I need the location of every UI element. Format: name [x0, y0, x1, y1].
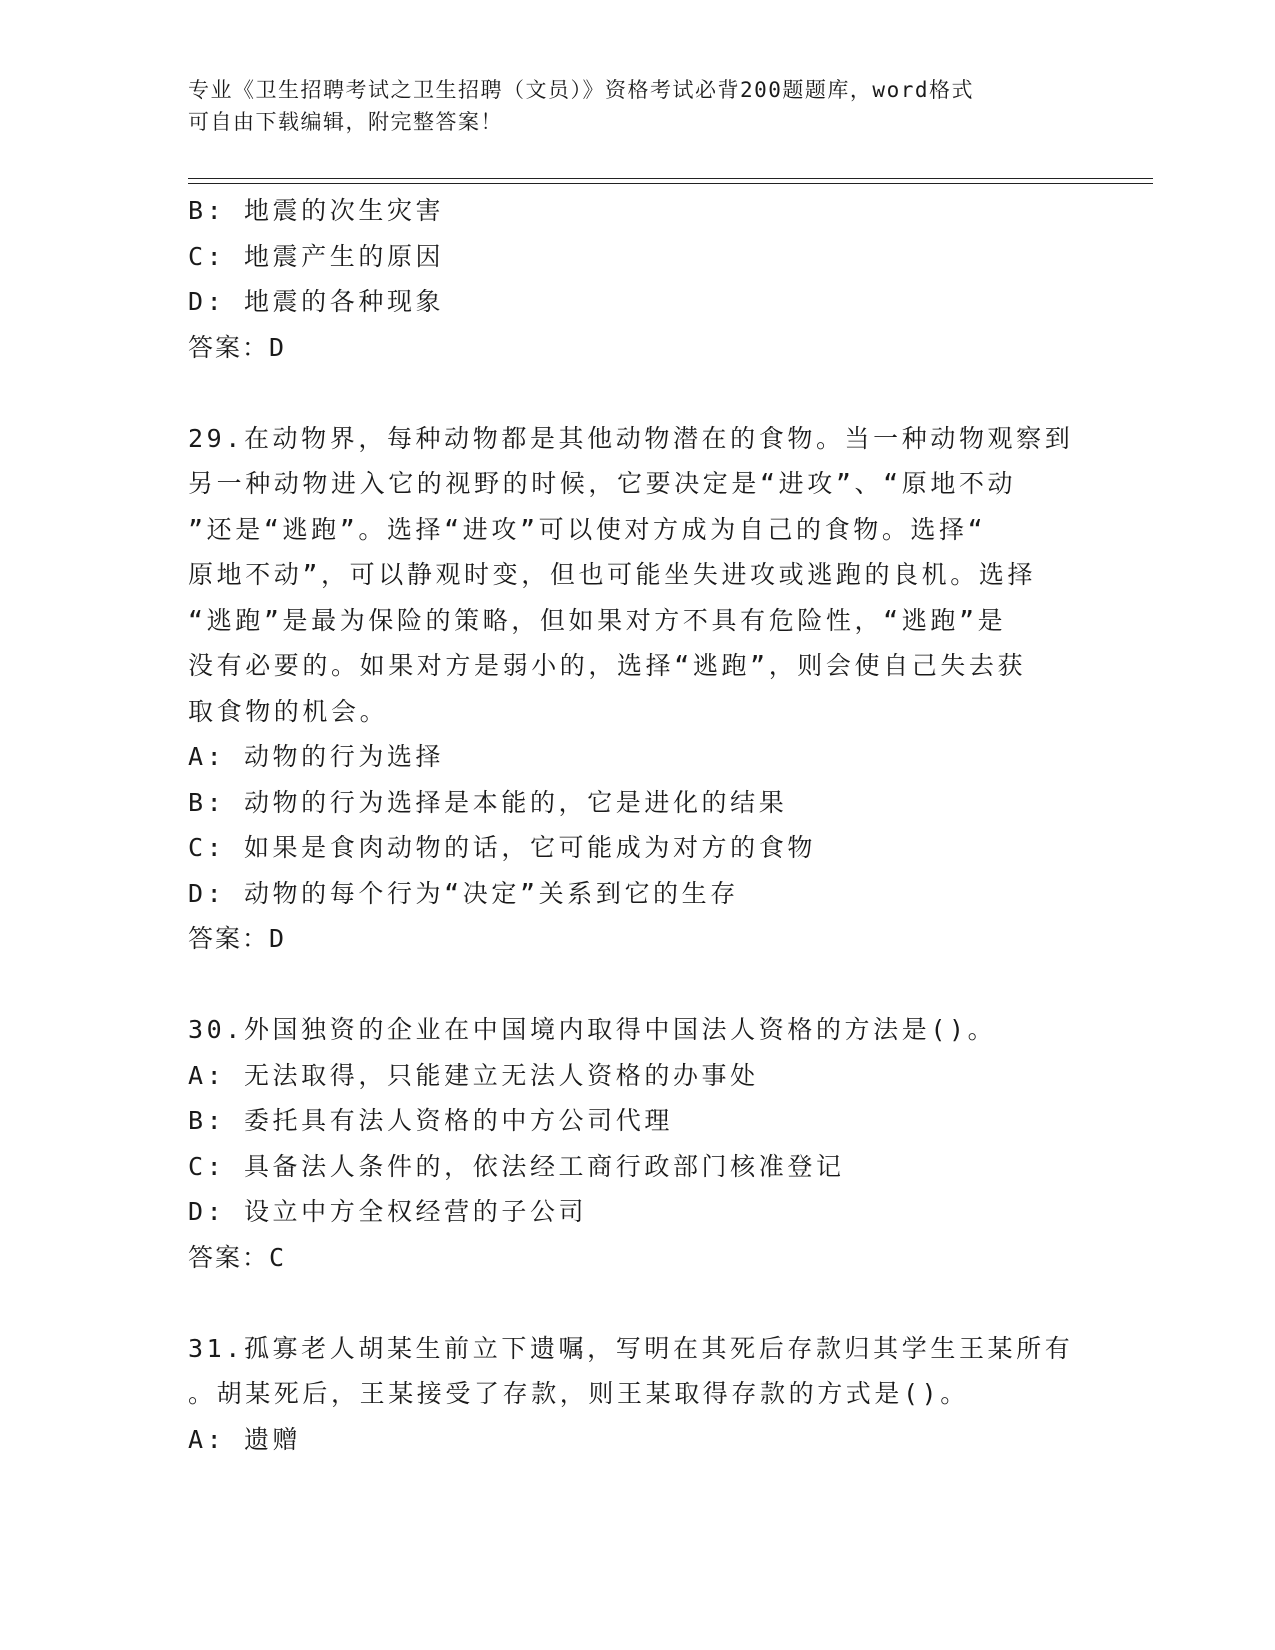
document-body: [188, 188, 1088, 1462]
spacer: [188, 962, 1088, 1008]
header-divider-top: [188, 178, 1153, 179]
question-31: [188, 1326, 1088, 1463]
option-b: B: 动物的行为选择是本能的，它是进化的结果: [188, 787, 788, 817]
option-c: C: 具备法人条件的，依法经工商行政部门核准登记: [188, 1151, 845, 1181]
answer-line: 答案：D: [188, 332, 287, 362]
question-line: 原地不动”，可以静观时变，但也可能坐失进攻或逃跑的良机。选择: [188, 560, 1037, 589]
option-b: B: 地震的次生灾害: [188, 196, 445, 225]
option-d: D: 动物的每个行为“决定”关系到它的生存: [188, 878, 739, 908]
question-text: [188, 416, 1088, 735]
answer-line: 答案：D: [188, 924, 287, 953]
question-30: [188, 1007, 1088, 1280]
header-line-1: 专业《卫生招聘考试之卫生招聘（文员）》资格考试必背200题题库，word格式: [188, 78, 974, 102]
question-text: [188, 1007, 1088, 1053]
question-text: [188, 1326, 1088, 1417]
option-c: C: 如果是食肉动物的话，它可能成为对方的食物: [188, 833, 816, 862]
option-c: C: 地震产生的原因: [188, 241, 445, 271]
option-a: A: 遗赠: [188, 1424, 302, 1454]
question-line: “逃跑”是最为保险的策略，但如果对方不具有危险性，“逃跑”是: [188, 605, 1007, 635]
document-header: [188, 74, 1088, 138]
option-d: D: 地震的各种现象: [188, 287, 445, 316]
header-divider-bottom: [188, 183, 1153, 184]
question-28: [188, 188, 1088, 370]
question-line: 31.孤寡老人胡某生前立下遗嘱，写明在其死后存款归其学生王某所有: [188, 1333, 1074, 1363]
question-line: 30.外国独资的企业在中国境内取得中国法人资格的方法是()。: [188, 1015, 997, 1044]
question-29: [188, 416, 1088, 962]
answer-line: 答案：C: [188, 1242, 287, 1272]
question-line: 取食物的机会。: [188, 696, 389, 726]
header-line-2: 可自由下载编辑，附完整答案！: [188, 110, 503, 134]
option-a: A: 无法取得，只能建立无法人资格的办事处: [188, 1060, 759, 1090]
option-b: B: 委托具有法人资格的中方公司代理: [188, 1106, 673, 1135]
question-line: 29.在动物界，每种动物都是其他动物潜在的食物。当一种动物观察到: [188, 423, 1074, 453]
question-line: 没有必要的。如果对方是弱小的，选择“逃跑”，则会使自己失去获: [188, 651, 1027, 680]
question-line: 。胡某死后，王某接受了存款，则王某取得存款的方式是()。: [188, 1379, 969, 1408]
option-d: D: 设立中方全权经营的子公司: [188, 1197, 588, 1226]
spacer: [188, 1280, 1088, 1326]
option-a: A: 动物的行为选择: [188, 742, 445, 771]
question-line: ”还是“逃跑”。选择“进攻”可以使对方成为自己的食物。选择“: [188, 514, 987, 544]
question-line: 另一种动物进入它的视野的时候，它要决定是“进攻”、“原地不动: [188, 469, 1017, 498]
spacer: [188, 370, 1088, 416]
